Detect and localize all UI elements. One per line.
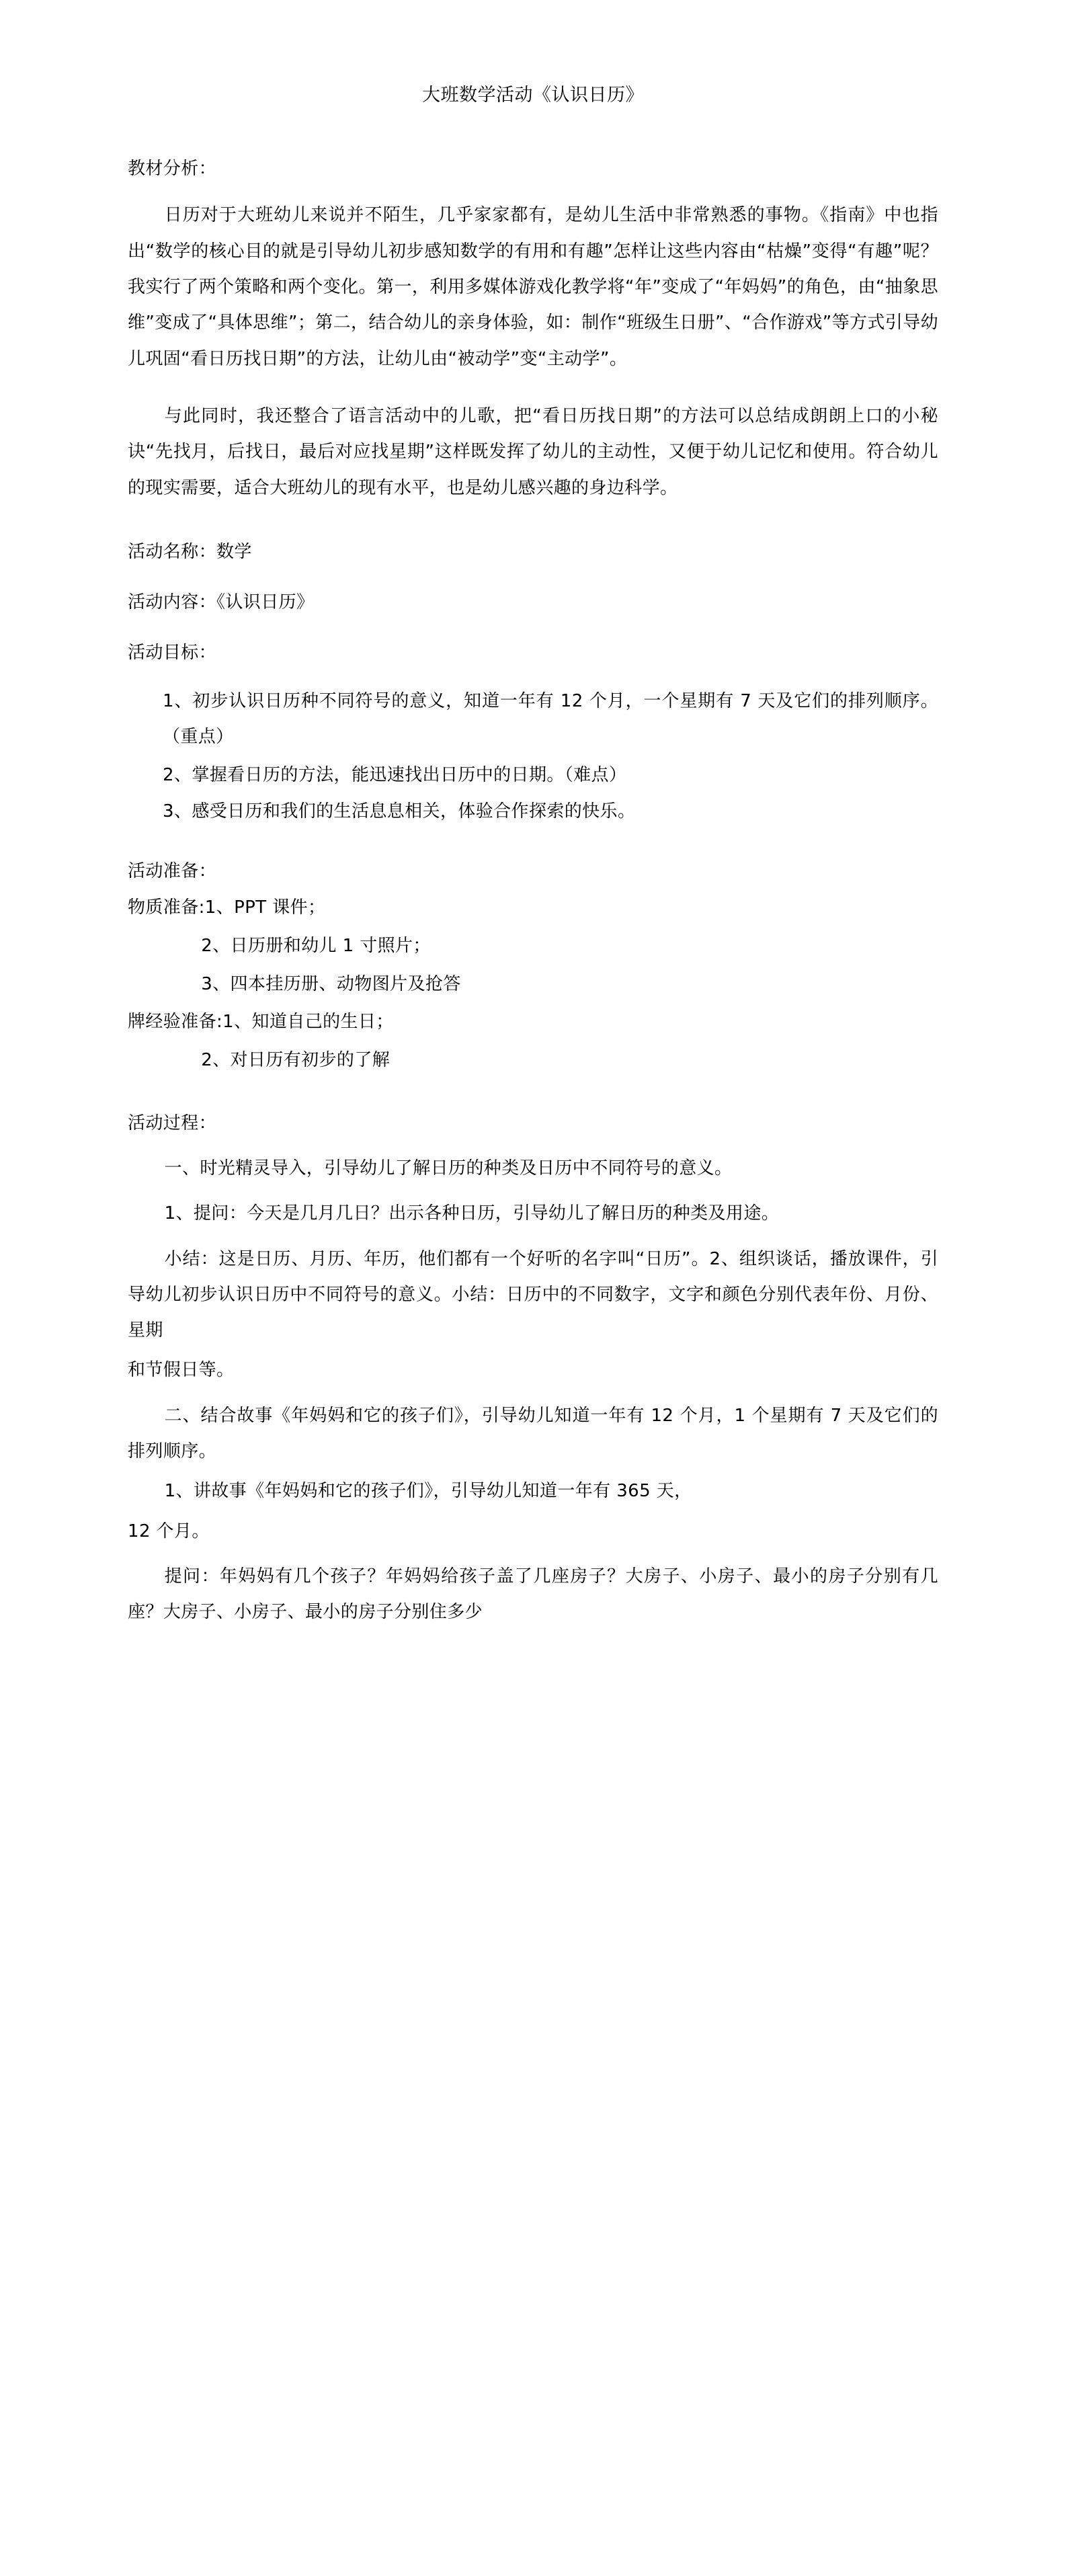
material-prepare-line-3: 3、四本挂历册、动物图片及抢答 xyxy=(201,973,461,994)
page-title: 大班数学活动《认识日历》 xyxy=(422,85,644,106)
process-step-2-1: 1、讲故事《年妈妈和它的孩子们》，引导幼儿知道一年有 365 天， xyxy=(164,1481,692,1502)
goal-list xyxy=(128,684,938,830)
activity-content: 活动内容：《认识日历》 xyxy=(128,592,315,613)
process-step-2-question: 提问：年妈妈有几个孩子？年妈妈给孩子盖了几座房子？大房子、小房子、最小的房子分别有几座？大房子、小房子、最小的房子分别住多少 xyxy=(128,1566,938,1623)
process-step-1: 一、时光精灵导入，引导幼儿了解日历的种类及日历中不同符号的意义。 xyxy=(164,1158,733,1178)
paragraph-analysis-1: 日历对于大班幼儿来说并不陌生，几乎家家都有，是幼儿生活中非常熟悉的事物。《指南》中也指出“数学的核心目的就是引导幼儿初步感知数学的有用和有趣”怎样让这些内容由“枯燥”变得“有趣”呢？我实行了两个策略和两个变化。第一，利用多媒体游戏化教学将“年”变成了“年妈妈”的角色，由“抽象思维”变成了“具体思维”；第二，结合幼儿的亲身体验，如：制作“班级生日册”、“合作游戏”等方式引导幼儿巩固“看日历找日期”的方法，让幼儿由“被动学”变“主动学”。 xyxy=(128,205,938,369)
list-item: 2、掌握看日历的方法，能迅速找出日历中的日期。（难点） xyxy=(163,765,627,786)
paragraph-analysis-2: 与此同时，我还整合了语言活动中的儿歌，把“看日历找日期”的方法可以总结成朗朗上口的小秘诀“先找月，后找日，最后对应找星期”这样既发挥了幼儿的主动性，又便于幼儿记忆和使用。符合幼儿的现实需要，适合大班幼儿的现有水平，也是幼儿感兴趣的身边科学。 xyxy=(128,405,938,498)
activity-goal-heading: 活动目标： xyxy=(128,643,217,663)
process-step-2: 二、结合故事《年妈妈和它的孩子们》，引导幼儿知道一年有 12 个月，1 个星期有 7 天及它们的排列顺序。 xyxy=(128,1405,938,1462)
experience-prepare-line-2: 2、对日历有初步的了解 xyxy=(201,1049,391,1070)
material-prepare-line-1: 物质准备:1、PPT 课件； xyxy=(128,897,326,918)
activity-name: 活动名称：数学 xyxy=(128,541,252,562)
material-prepare-line-2: 2、日历册和幼儿 1 寸照片； xyxy=(201,935,431,956)
process-step-summary-1: 小结：这是日历、月历、年历，他们都有一个好听的名字叫“日历”。2、组织谈话，播放课件，引导幼儿初步认识日历中不同符号的意义。小结：日历中的不同数字，文字和颜色分别代表年份、月份、星期 xyxy=(128,1248,938,1341)
experience-prepare-line-1: 牌经验准备:1、知道自己的生日； xyxy=(128,1012,394,1033)
list-item: 1、初步认识日历种不同符号的意义，知道一年有 12 个月，一个星期有 7 天及它们的排列顺序。（重点） xyxy=(163,690,938,748)
list-item: 3、感受日历和我们的生活息息相关，体验合作探索的快乐。 xyxy=(163,801,636,821)
process-heading: 活动过程： xyxy=(128,1113,217,1133)
prepare-heading: 活动准备： xyxy=(128,860,217,881)
process-step-1-1: 1、提问：今天是几月几日？出示各种日历，引导幼儿了解日历的种类及用途。 xyxy=(164,1203,780,1224)
section-heading-teaching-analysis: 教材分析： xyxy=(128,159,217,179)
process-step-summary-1-cont: 和节假日等。 xyxy=(128,1360,235,1381)
process-step-2-1-cont: 12 个月。 xyxy=(128,1521,210,1541)
